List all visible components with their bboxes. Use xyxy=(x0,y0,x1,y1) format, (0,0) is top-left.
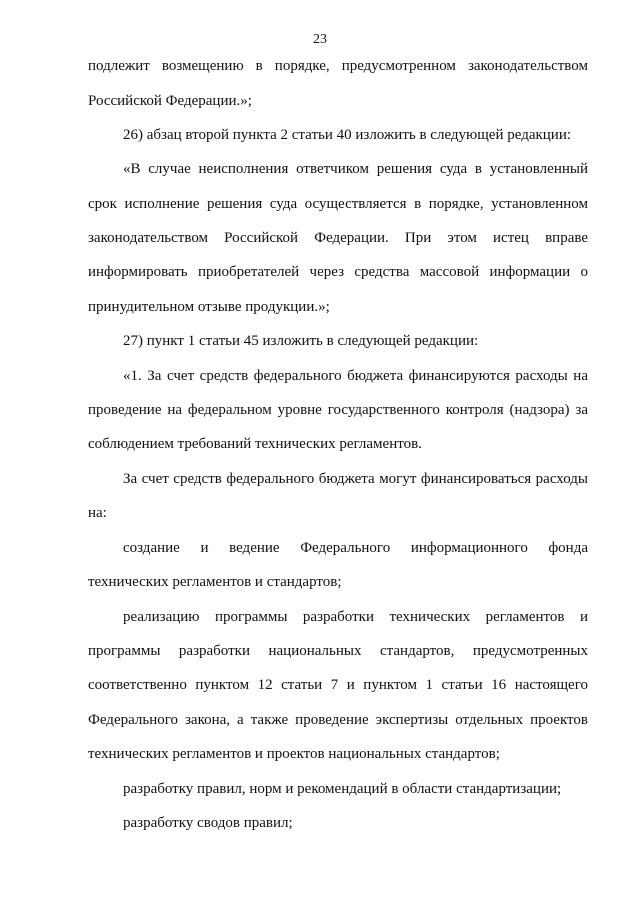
text-line-20: Федерального закона, а также проведение экспертизы отдельных проектов xyxy=(88,712,588,728)
text-line-3: 26) абзац второй пункта 2 статьи 40 изложить в следующей редакции: xyxy=(123,127,572,143)
text-line-17: реализацию программы разработки технических регламентов и xyxy=(123,609,588,625)
text-line-16: технических регламентов и стандартов; xyxy=(88,574,342,590)
page-number: 23 xyxy=(313,32,327,47)
text-line-2: Российской Федерации.»; xyxy=(88,93,252,109)
text-line-7: информировать приобретателей через средства массовой информации о xyxy=(88,264,588,280)
text-line-13: За счет средств федерального бюджета могут финансироваться расходы xyxy=(123,471,588,487)
text-line-5: срок исполнение решения суда осуществляется в порядке, установленном xyxy=(88,196,588,212)
text-line-15: создание и ведение Федерального информационного фонда xyxy=(123,540,588,556)
text-line-12: соблюдением требований технических регламентов. xyxy=(88,436,422,452)
text-line-21: технических регламентов и проектов национальных стандартов; xyxy=(88,746,500,762)
text-line-6: законодательством Российской Федерации. При этом истец вправе xyxy=(88,230,588,246)
text-line-10: «1. За счет средств федерального бюджета финансируются расходы на xyxy=(123,368,588,384)
text-line-9: 27) пункт 1 статьи 45 изложить в следующей редакции: xyxy=(123,333,479,349)
text-line-22: разработку правил, норм и рекомендаций в области стандартизации; xyxy=(123,781,562,797)
text-line-18: программы разработки национальных стандартов, предусмотренных xyxy=(88,643,588,659)
text-line-11: проведение на федеральном уровне государственного контроля (надзора) за xyxy=(88,402,588,418)
text-line-4: «В случае неисполнения ответчиком решения суда в установленный xyxy=(123,161,588,177)
text-line-14: на: xyxy=(88,505,107,521)
text-line-1: подлежит возмещению в порядке, предусмотренном законодательством xyxy=(88,58,588,74)
text-line-19: соответственно пунктом 12 статьи 7 и пунктом 1 статьи 16 настоящего xyxy=(88,677,588,693)
text-line-8: принудительном отзыве продукции.»; xyxy=(88,299,330,315)
text-line-23: разработку сводов правил; xyxy=(123,815,293,831)
